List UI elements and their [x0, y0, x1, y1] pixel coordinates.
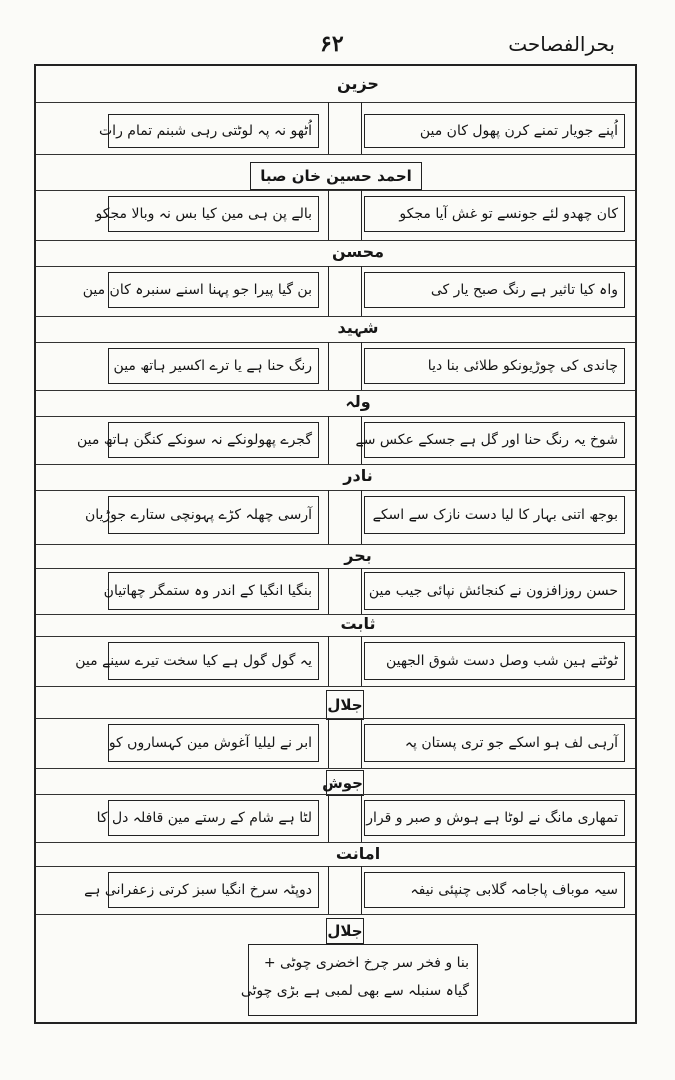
- verse-first-hemistich: شوخ یہ رنگ حنا اور گل ہے جسکے عکس سے: [364, 422, 625, 458]
- poet-name: نادر: [343, 466, 373, 485]
- poet-name: حزین: [337, 74, 379, 93]
- verse-second-hemistich: بالے پن ہی مین کیا بس نہ وبالا مجکو: [108, 196, 319, 232]
- column-divider: [328, 794, 362, 842]
- verse-second-hemistich: اُٹھو نہ پہ لوٹتی رہی شبنم تمام رات: [108, 114, 319, 148]
- poet-name: ثابت: [340, 614, 376, 633]
- poet-name: امانت: [335, 844, 381, 863]
- poet-name: جوش: [326, 770, 364, 796]
- row-rule: [36, 316, 635, 317]
- verse-second-hemistich: گجرے پھولونکے نہ سونکے کنگن ہاتھ مین: [108, 422, 319, 458]
- row-rule: [36, 686, 635, 687]
- closing-verse: [240, 944, 478, 1016]
- row-rule: [36, 842, 635, 843]
- column-divider: [328, 718, 362, 768]
- column-divider: [328, 636, 362, 686]
- verse-second-hemistich: دوپٹہ سرخ انگیا سبز کرتی زعفرانی ہے: [108, 872, 319, 908]
- column-divider: [328, 342, 362, 390]
- row-rule: [36, 464, 635, 465]
- verse-first-hemistich: بوجھ اتنی بہار کا لیا دست نازک سے اسکے: [364, 496, 625, 534]
- row-rule: [36, 390, 635, 391]
- row-rule: [36, 544, 635, 545]
- column-divider: [328, 102, 362, 154]
- verse-first-hemistich: ٹوٹتے ہین شب وصل دست شوق الجھین: [364, 642, 625, 680]
- closing-verse-line: بنا و فخر سر چرخ اخضری چوٹی +: [263, 955, 469, 971]
- verse-first-hemistich: چاندی کی چوڑیونکو طلائی بنا دیا: [364, 348, 625, 384]
- verse-first-hemistich: سیہ موباف پاجامہ گلابی چنپئی نیفہ: [364, 872, 625, 908]
- row-rule: [36, 154, 635, 155]
- closing-verse-line: گیاہ سنبلہ سے بھی لمبی ہے بڑی چوٹی: [240, 983, 469, 999]
- verse-second-hemistich: لٹا ہے شام کے رستے مین قافلہ دل کا: [108, 800, 319, 836]
- verse-second-hemistich: آرسی چھلہ کڑے پہونچی ستارے جوڑیان: [108, 496, 319, 534]
- poet-name: ولہ: [345, 392, 371, 411]
- row-rule: [36, 914, 635, 915]
- verse-second-hemistich: رنگ حنا ہے یا ترے اکسیر ہاتھ مین: [108, 348, 319, 384]
- column-divider: [328, 266, 362, 316]
- poet-name: جلال: [326, 690, 364, 720]
- column-divider: [328, 866, 362, 914]
- verse-first-hemistich: حسن روزافزون نے کنجائش نپائی جیب مین: [364, 572, 625, 610]
- verse-second-hemistich: یہ گول گول ہے کیا سخت تیرے سینے مین: [108, 642, 319, 680]
- verse-second-hemistich: ابر نے لیلیا آغوش مین کہساروں کو: [108, 724, 319, 762]
- verse-second-hemistich: بن گیا پیرا جو پہنا اسنے سنبرہ کان مین: [108, 272, 319, 308]
- running-header-title: بحرالفصاحت: [508, 32, 615, 56]
- verse-table: [34, 64, 637, 1024]
- column-divider: [328, 568, 362, 614]
- poet-name: محسن: [331, 242, 385, 261]
- verse-first-hemistich: آرہی لف ہو اسکے جو تری پستان پہ: [364, 724, 625, 762]
- column-divider: [328, 190, 362, 240]
- poet-name: جلال: [326, 918, 364, 944]
- verse-first-hemistich: واہ کیا تاثیر ہے رنگ صبح یار کی: [364, 272, 625, 308]
- poet-name: شہید: [337, 318, 379, 337]
- poet-name: احمد حسین خان صبا: [250, 162, 422, 190]
- verse-first-hemistich: تمھاری مانگ نے لوٹا ہے ہوش و صبر و قرار: [364, 800, 625, 836]
- column-divider: [328, 490, 362, 544]
- row-rule: [36, 240, 635, 241]
- poet-name: بحر: [344, 546, 372, 565]
- page-number: ۶۲: [320, 31, 344, 57]
- verse-first-hemistich: اُپنے جویار تمنے کرن پھول کان مین: [364, 114, 625, 148]
- verse-first-hemistich: کان چھدو لئے جونسے تو غش آیا مجکو: [364, 196, 625, 232]
- row-rule: [36, 768, 635, 769]
- verse-second-hemistich: بنگیا انگیا کے اندر وہ ستمگر چھاتیان: [108, 572, 319, 610]
